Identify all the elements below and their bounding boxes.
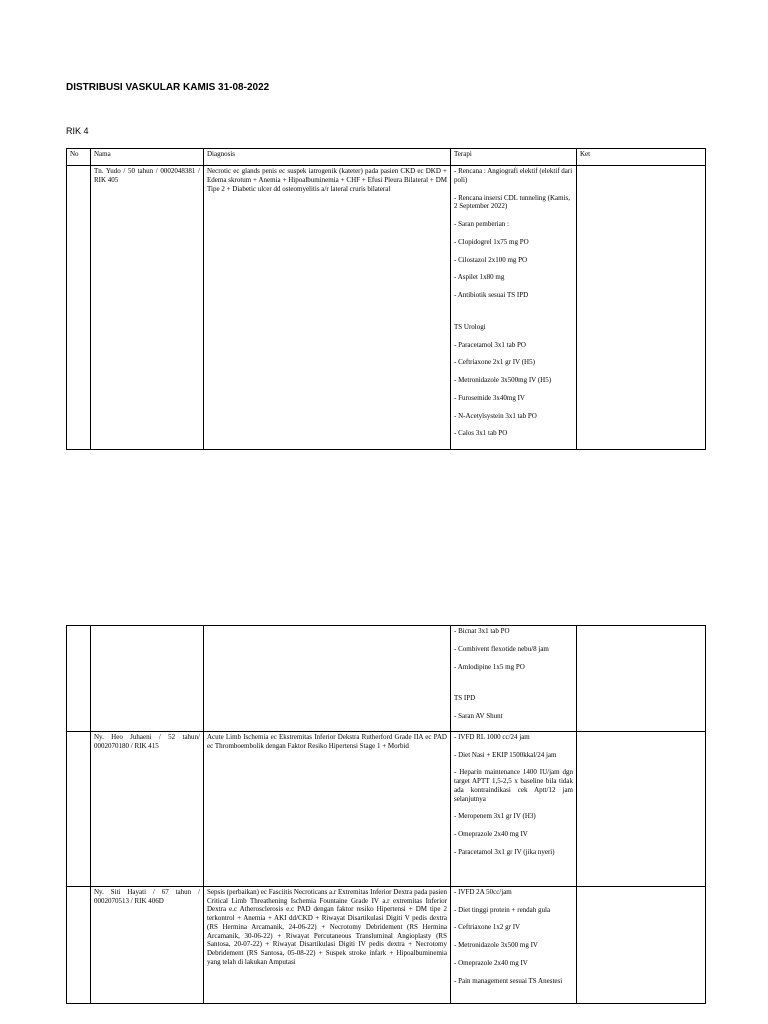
terapi-line: - Diet tinggi protein + rendah gula: [454, 905, 551, 914]
table-header-row: [67, 149, 706, 166]
terapi-line: - Omeprazole 2x40 mg IV: [454, 830, 528, 838]
cell-terapi: [451, 886, 577, 1003]
terapi-line: - Amlodipine 1x5 mg PO: [454, 662, 525, 671]
table-row: [67, 886, 706, 1003]
header-diagnosis: Diagnosis: [204, 149, 451, 166]
terapi-line: - Saran pemberian :: [454, 220, 510, 228]
document-title: DISTRIBUSI VASKULAR KAMIS 31-08-2022: [66, 82, 270, 93]
terapi-spacer: [454, 309, 573, 323]
terapi-line: - Combivent flexotide nebu/8 jam: [454, 644, 549, 653]
cell-ket: [577, 731, 706, 886]
terapi-line: - Cilostazol 2x100 mg PO: [454, 255, 528, 264]
terapi-line: - Antibiotik sesuai TS IPD: [454, 291, 529, 299]
therapy-table-page-2: [66, 625, 706, 1004]
terapi-line: - Saran AV Shunt: [454, 712, 503, 720]
terapi-line: - Aspilet 1x80 mg: [454, 273, 505, 282]
cell-diagnosis: Acute Limb Ischemia ec Ekstremitas Inferior Dekstra Rutherford Grade IIA ec PAD ec Thromboembolik dengan Faktor Resiko Hipertensi Stage 1 + Morbid: [204, 731, 451, 886]
terapi-line: - Furosemide 3x40mg IV: [454, 393, 525, 402]
cell-diagnosis: Necrotic ec glands penis ec suspek iatrogenik (kateter) pada pasien CKD ec DKD + Edema skrotum + Anemia + Hipoalbuminemia + CHF + Efusi Pleura Bilateral + DM Tipe 2 + Diabetic ulcer dd osteomyelitis a/r lateral cruris bilateral: [204, 166, 451, 450]
terapi-line: - IVFD 2A 50cc/jam: [454, 887, 512, 896]
terapi-line: - Metronidazole 3x500mg IV (H5): [454, 376, 552, 384]
cell-nama: Ny. Heo Juhaeni / 52 tahun/ 0002070180 / RIK 415: [91, 731, 204, 886]
terapi-line: - Calos 3x1 tab PO: [454, 429, 508, 438]
terapi-line: - Pain management sesuai TS Anestesi: [454, 976, 563, 985]
table-row: [67, 731, 706, 886]
header-no: No: [67, 149, 91, 166]
terapi-line: - Rencana : Angiografi elektif (elektif dari poli): [454, 167, 573, 184]
cell-no: [67, 731, 91, 886]
cell-ket: [577, 166, 706, 450]
terapi-line: TS IPD: [454, 694, 476, 703]
terapi-line: - Metronidazole 3x500 mg IV: [454, 941, 538, 949]
cell-terapi: [451, 626, 577, 732]
cell-no: [67, 626, 91, 732]
terapi-spacer: [454, 680, 573, 694]
header-terapi: Terapi: [451, 149, 577, 166]
terapi-line: - Paracetamol 3x1 tab PO: [454, 340, 526, 349]
terapi-line: - Ceftriaxone 1x2 gr IV: [454, 923, 521, 932]
header-nama: Nama: [91, 149, 204, 166]
cell-diagnosis: Sepsis (perbaikan) ec Fasciitis Necroticans a.r Extremitas Inferior Dextra pada pasien Critical Limb Threathening Ischemia Fountaine Grade IV a.r extremitas Inferior Dextra e.c Atherosclerosis e.c PAD dengan faktor resiko Hipertensi + DM tipe 2 terkontrol + Anemia + AKI dd/CKD + Riwayat Disartikulasi Digiti V pedis dextra (RS Hermina Arcamanik, 24-06-22) + Necrotomy Debridement (RS Hermina Arcamanik, 30-06-22) + Riwayat Percutaneous Transluminal Angioplasty (RS Santosa, 20-07-22) + Riwayat Disartikulasi Digiti IV pedis dextra + Necrotomy Debridement (RS Santosa, 05-08-22) + Suspek stroke infark + Hipoalbuminemia yang telah di lakukan Amputasi: [204, 886, 451, 1003]
header-ket: Ket: [577, 149, 706, 166]
cell-no: [67, 886, 91, 1003]
terapi-line: - Paracetamol 3x1 gr IV (jika nyeri): [454, 847, 555, 856]
therapy-table-page-1: [66, 148, 706, 450]
cell-ket: [577, 886, 706, 1003]
terapi-line: - Clopidogrel 1x75 mg PO: [454, 237, 529, 246]
terapi-line: - Meropenem 3x1 gr IV (H3): [454, 812, 536, 821]
terapi-line: - Diet Nasi + EKIP 1500kkal/24 jam: [454, 750, 557, 759]
cell-ket: [577, 626, 706, 732]
cell-nama: Tn. Yudo / 50 tahun / 0002048381 / RIK 405: [91, 166, 204, 450]
cell-nama: Ny. Siti Hayati / 67 tahun / 0002070513 / RIK 406D: [91, 886, 204, 1003]
terapi-line: TS Urologi: [454, 322, 486, 331]
terapi-line: - Heparin maintenance 1400 IU/jam dgn target APTT 1,5-2,5 x baseline bila tidak ada kontraindikasi cek Aptt/12 jam selanjutnya: [454, 768, 573, 803]
terapi-line: - Bicnat 3x1 tab PO: [454, 627, 510, 635]
terapi-line: - Omeprazole 2x40 mg IV: [454, 958, 528, 967]
terapi-line: - Rencana insersi CDL tunneling (Kamis, 2 September 2022): [454, 193, 570, 211]
section-label: RIK 4: [66, 126, 89, 136]
table-row: [67, 626, 706, 732]
terapi-line: - IVFD RL 1000 cc/24 jam: [454, 732, 530, 741]
cell-terapi: [451, 731, 577, 886]
terapi-line: - Ceftriaxone 2x1 gr IV (H5): [454, 358, 535, 367]
cell-terapi: [451, 166, 577, 450]
cell-nama: [91, 626, 204, 732]
cell-no: [67, 166, 91, 450]
terapi-line: - N-Acetylsystein 3x1 tab PO: [454, 411, 537, 420]
table-row: [67, 166, 706, 450]
cell-diagnosis: [204, 626, 451, 732]
